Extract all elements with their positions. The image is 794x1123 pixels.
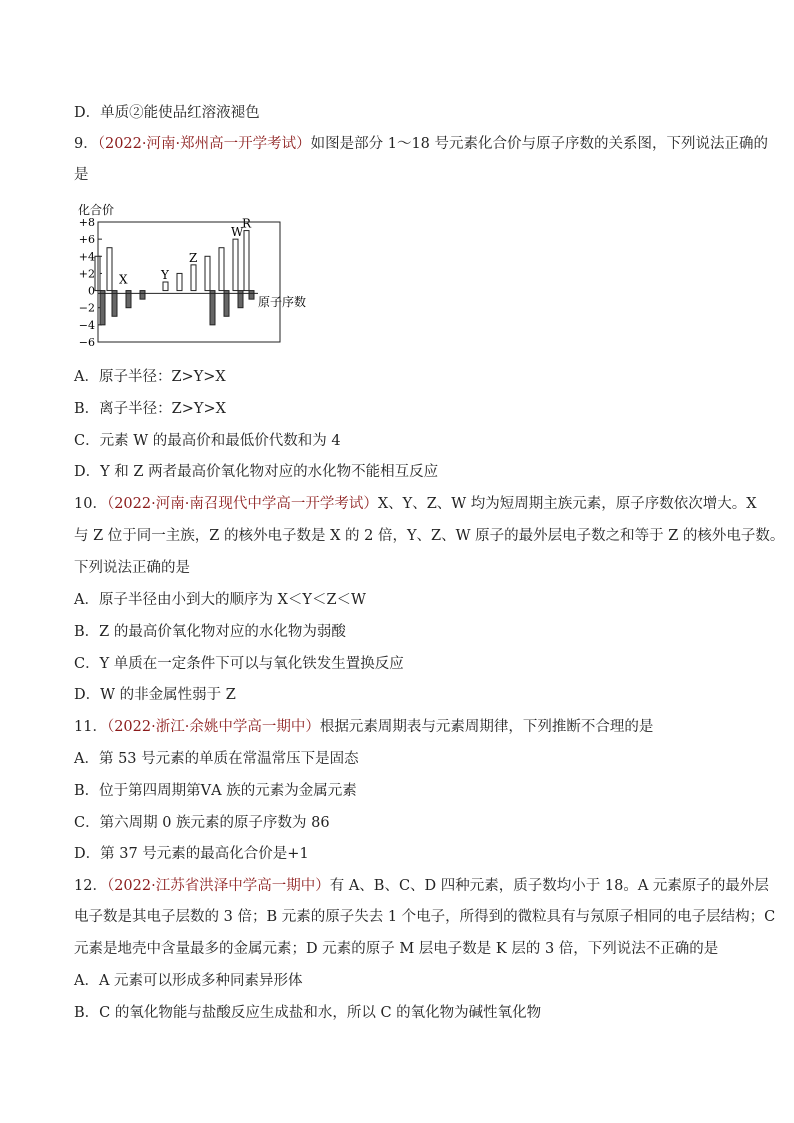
chart-y-tick-label: +6 (78, 233, 95, 247)
q9-stem-line1 (74, 134, 768, 154)
q11-stem-text: 根据元素周期表与元素周期律，下列推断不合理的是 (319, 719, 654, 735)
q10-option-c: C．Y 单质在一定条件下可以与氧化铁发生置换反应 (74, 656, 404, 672)
q10-stem-text: X、Y、Z、W 均为短周期主族元素，原子序数依次增大。X (377, 496, 757, 512)
chart-element-label: Y (161, 268, 169, 282)
chart-y-axis-label: 化合价 (78, 203, 115, 217)
chart-bar-max (191, 265, 196, 291)
q10-option-a: A．原子半径由小到大的顺序为 X＜Y＜Z＜W (74, 592, 366, 608)
q10-stem-line2: 与 Z 位于同一主族，Z 的核外电子数是 X 的 2 倍，Y、Z、W 原子的最外层电子数之和等于 Z 的核外电子数。 (74, 528, 785, 544)
q12-number: 12． (74, 878, 107, 894)
q10-source-close: ） (363, 496, 378, 512)
q8-option-d: D．单质②能使品红溶液褪色 (74, 105, 260, 121)
q9-source: 2022·河南·郑州高一开学考试 (104, 136, 297, 152)
q10-option-d: D．W 的非金属性弱于 Z (74, 687, 236, 703)
q9-option-c: C．元素 W 的最高价和最低价代数和为 4 (74, 433, 341, 449)
chart-x-axis-label: 原子序数 (258, 295, 307, 309)
q12-option-b: B．C 的氧化物能与盐酸反应生成盐和水，所以 C 的氧化物为碱性氧化物 (74, 1005, 542, 1021)
q10-source-open: （ (106, 496, 115, 512)
q10-option-b: B．Z 的最高价氧化物对应的水化物为弱酸 (74, 624, 346, 640)
chart-y-tick-label: +2 (78, 267, 95, 281)
q11-source: 2022·浙江·余姚中学高一期中 (114, 719, 306, 735)
q10-number: 10． (74, 496, 107, 512)
q12-stem-text: 有 A、B、C、D 四种元素，质子数均小于 18。A 元素原子的最外层 (329, 878, 769, 894)
chart-y-tick-label: −6 (78, 336, 95, 349)
chart-element-label: R (242, 216, 252, 231)
chart-bar-max (244, 231, 249, 291)
q11-source-close: ） (305, 719, 320, 735)
q11-option-d: D．第 37 号元素的最高化合价是+1 (74, 846, 309, 862)
q9-stem-line2: 是 (74, 167, 89, 183)
chart-element-label: W (231, 225, 244, 240)
chart-bar-max (233, 239, 238, 290)
q11-stem-line1 (74, 717, 653, 737)
chart-bar-min (100, 291, 105, 325)
q9-source-open: （ (97, 136, 105, 152)
chart-bar-max (163, 282, 168, 291)
chart-element-label: Z (189, 250, 198, 265)
chart-bar-max (205, 256, 210, 290)
chart-y-tick-label: 0 (88, 284, 95, 298)
q9-stem-text: 如图是部分 1～18 号元素化合价与原子序数的关系图，下列说法正确的 (310, 136, 769, 152)
chart-bar-min (112, 291, 117, 317)
chart-y-tick-label: −2 (78, 301, 95, 315)
q12-source-open: （ (106, 878, 115, 894)
q12-stem-line1 (74, 876, 769, 896)
q12-option-a: A．A 元素可以形成多种同素异形体 (74, 973, 303, 989)
q9-option-b: B．离子半径：Z>Y>X (74, 401, 226, 417)
chart-element-label: X (119, 272, 128, 287)
chart-bar-min (249, 291, 254, 300)
q12-stem-line3: 元素是地壳中含量最多的金属元素；D 元素的原子 M 层电子数是 K 层的 3 倍，下列说法不正确的是 (74, 941, 719, 957)
q9-option-a: A．原子半径：Z>Y>X (74, 369, 226, 385)
q9-option-d: D．Y 和 Z 两者最高价氧化物对应的水化物不能相互反应 (74, 464, 439, 480)
q9-number: 9． (74, 136, 98, 152)
chart-bar-max (219, 248, 224, 291)
chart-bar-max (177, 273, 182, 290)
q11-option-b: B．位于第四周期第ⅤA 族的元素为金属元素 (74, 783, 357, 799)
q12-source-close: ） (315, 878, 330, 894)
q12-source: 2022·江苏省洪泽中学高一期中 (114, 878, 316, 894)
chart-bar-min (210, 291, 215, 325)
q10-stem-line3: 下列说法正确的是 (74, 560, 190, 576)
q10-stem-line1 (74, 494, 757, 514)
q9-source-close: ） (296, 136, 311, 152)
chart-y-tick-label: +8 (78, 216, 95, 229)
chart-bar-max (107, 248, 112, 291)
q10-source: 2022·河南·南召现代中学高一开学考试 (114, 496, 364, 512)
q11-option-a: A．第 53 号元素的单质在常温常压下是固态 (74, 751, 359, 767)
q12-stem-line2: 电子数是其电子层数的 3 倍；B 元素的原子失去 1 个电子，所得到的微粒具有与氖原子相同的电子层结构；C (74, 909, 776, 925)
chart-bar-min (140, 291, 145, 300)
chart-y-tick-label: +4 (78, 250, 95, 264)
q11-source-open: （ (106, 719, 115, 735)
chart-bar-min (224, 291, 229, 317)
q11-option-c: C．第六周期 0 族元素的原子序数为 86 (74, 815, 330, 831)
valence-chart (74, 200, 324, 350)
q11-number: 11． (74, 719, 107, 735)
chart-y-tick-label: −4 (78, 318, 95, 332)
